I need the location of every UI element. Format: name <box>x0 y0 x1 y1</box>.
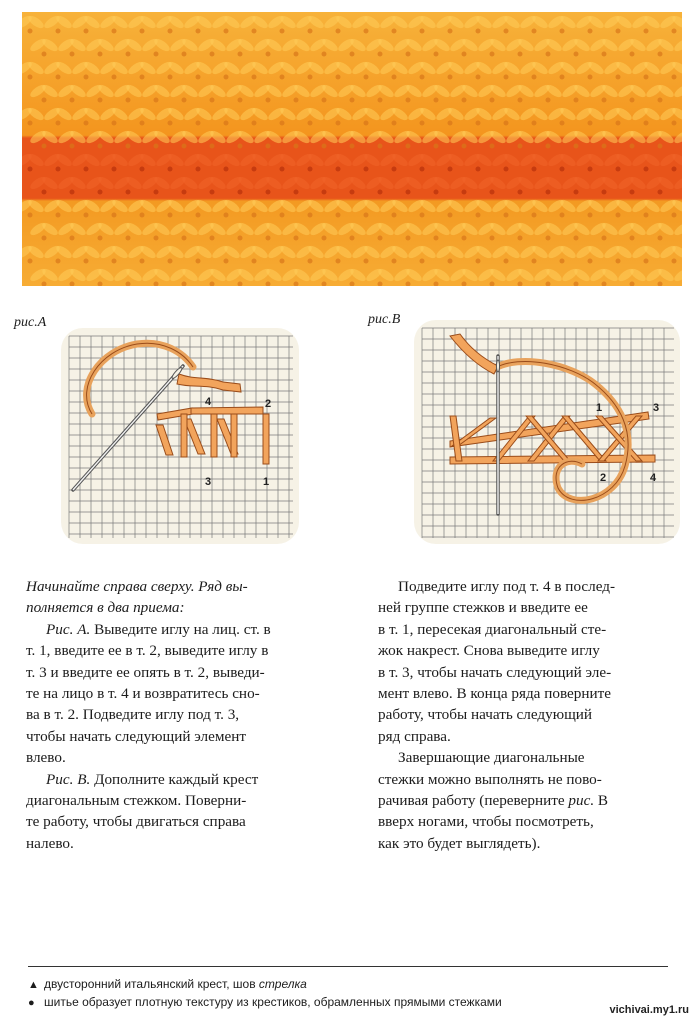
diagram-b <box>410 316 685 548</box>
watermark: vichivai.my1.ru <box>609 1004 689 1016</box>
intro-line-1: Начинайте справа сверху. Ряд вы- <box>26 578 248 595</box>
paragraph-line: как это будет выглядеть). <box>378 834 541 852</box>
point-4-label: 4 <box>650 472 657 484</box>
paragraph-a-line: Выведите иглу на лиц. ст. в <box>90 620 271 638</box>
point-3-label: 3 <box>653 402 660 414</box>
paragraph-a-line: те на лицо в т. 4 и возвратитесь сно- <box>26 685 260 703</box>
diagram-a <box>55 322 305 550</box>
paragraph-line: работу, чтобы начать следующий <box>378 706 593 724</box>
point-1-label: 1 <box>596 402 603 414</box>
footer-note-2 <box>28 993 502 1012</box>
knitted-sample-photo <box>22 12 682 286</box>
figure-a-label: рис.А <box>14 315 47 330</box>
footer-note-text: двусторонний итальянский крест, шов <box>44 977 259 991</box>
left-text-column <box>26 576 346 854</box>
paragraph-b-line: те работу, чтобы двигаться справа <box>26 813 246 831</box>
divider <box>28 966 668 967</box>
paragraph-line: В <box>594 792 609 810</box>
footer-notes <box>28 966 668 1024</box>
point-1-label: 1 <box>263 476 270 488</box>
paragraph-line: ряд справа. <box>378 727 451 745</box>
paragraph-line: в т. 1, пересекая диагональный сте- <box>378 620 607 638</box>
point-2-label: 2 <box>600 472 607 484</box>
paragraph-a-line: чтобы начать следующий элемент <box>26 727 246 745</box>
paragraph-line: рачивая работу (переверните <box>378 792 569 810</box>
paragraph-line: Подведите иглу под т. 4 в послед- <box>398 578 616 595</box>
point-2-label: 2 <box>265 398 272 410</box>
paragraph-line: ней группе стежков и введите ее <box>378 599 588 617</box>
point-4-label: 4 <box>205 396 212 408</box>
figure-b-label: рис.В <box>368 312 401 327</box>
paragraph-line: в т. 3, чтобы начать следующий эле- <box>378 663 612 681</box>
paragraph-line: жок накрест. Снова выведите иглу <box>378 642 600 660</box>
paragraph-b-line: Дополните каждый крест <box>90 770 259 788</box>
paragraph-a-line: т. 3 и введите ее опять в т. 2, выведи- <box>26 663 265 681</box>
footer-note-1 <box>28 975 307 994</box>
fig-b-lead: Рис. В. <box>46 770 91 788</box>
footer-note-italic: стрелка <box>258 977 307 991</box>
paragraph-line: вверх ногами, чтобы посмотреть, <box>378 813 594 831</box>
fig-ref: рис. <box>568 792 595 810</box>
paragraph-a-line: ва в т. 2. Подведите иглу под т. 3, <box>26 706 240 724</box>
paragraph-a-line: влево. <box>26 749 66 767</box>
paragraph-b-line: диагональным стежком. Поверни- <box>26 792 247 810</box>
fig-a-lead: Рис. А. <box>46 620 91 638</box>
paragraph-line: мент влево. В конца ряда поверните <box>378 685 611 703</box>
paragraph-line: стежки можно выполнять не пово- <box>378 770 602 788</box>
point-3-label: 3 <box>205 476 212 488</box>
footer-note-text: шитье образует плотную текстуру из крестиков, обрамленных прямыми стежками <box>44 995 502 1009</box>
intro-line-2: полняется в два приема: <box>26 599 185 617</box>
paragraph-line: Завершающие диагональные <box>398 749 585 767</box>
triangle-icon: ▲ <box>28 979 39 991</box>
paragraph-a-line: т. 1, введите ее в т. 2, выведите иглу в <box>26 642 269 660</box>
circle-icon: ● <box>28 997 35 1009</box>
paragraph-b-line: налево. <box>26 834 74 852</box>
right-text-column <box>378 576 683 854</box>
